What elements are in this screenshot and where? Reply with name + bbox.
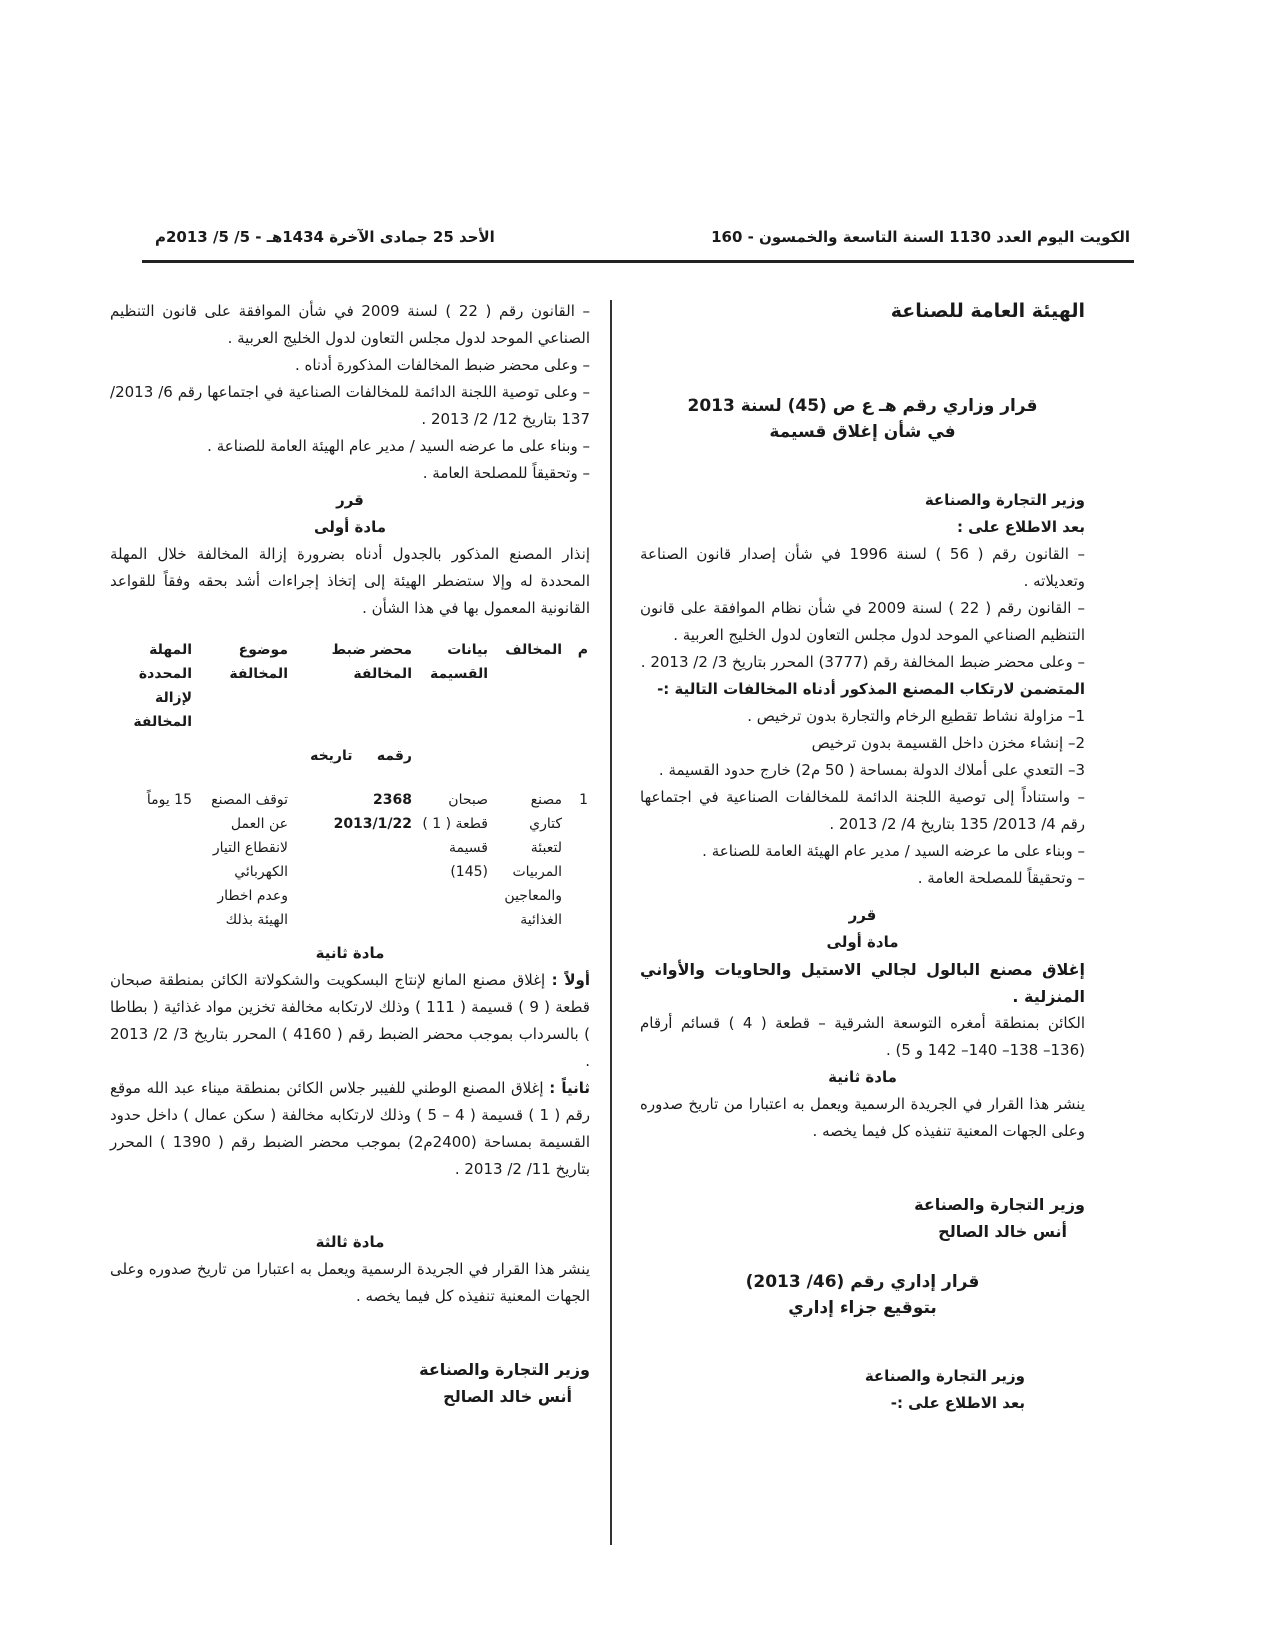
- decided-heading: قرر: [848, 906, 877, 924]
- article1-text: إغلاق مصنع البالول لجالي الاستيل والحاويات والأواني المنزلية .: [640, 960, 1085, 1006]
- article1-detail: الكائن بمنطقة أمغره التوسعة الشرقية – قطعة ( 4 ) قسائم أرقام (136– 138– 140– 142 و 5) .: [640, 1014, 1086, 1059]
- table-row: [120, 770, 590, 934]
- column-header: م: [577, 642, 588, 658]
- second-label: ثانياً :: [549, 1079, 590, 1097]
- clause: – وعلى محضر ضبط المخالفة رقم (3777) المحرر بتاريخ 3/ 2/ 2013 .: [640, 653, 1085, 671]
- header-date: الأحد 25 جمادى الآخرة 1434هـ - 5/ 5/ 2013م: [155, 228, 495, 246]
- subheader-number: رقمه: [376, 748, 412, 764]
- clause: – واستناداً إلى توصية اللجنة الدائمة للمخالفات الصناعية في اجتماعها رقم 4/ 2013/ 135 بتاريخ 4/ 2/ 2013 .: [640, 788, 1085, 833]
- decree-subtitle: في شأن إغلاق قسيمة: [769, 422, 956, 442]
- article3-heading: مادة ثالثة: [315, 1233, 385, 1251]
- article2-first: [110, 967, 590, 1075]
- header-issue-info: الكويت اليوم العدد 1130 السنة التاسعة والخمسون - 160: [711, 228, 1130, 246]
- column-header: موضوع المخالفة: [229, 642, 288, 682]
- signature-title: وزير التجارة والصناعة: [914, 1195, 1085, 1214]
- next-decree-title: قرار إداري رقم (46/ 2013): [745, 1272, 980, 1292]
- article1-text: إنذار المصنع المذكور بالجدول أدناه بضرورة إزالة المخالفة خلال المهلة المحددة له وإلا ستضطر الهيئة إلى إتخاذ إجراءات أشد بحقه وفقاً للقواعد القانونية المعمول بها في هذا الشأن .: [110, 545, 590, 617]
- second-text: إغلاق المصنع الوطني للفيبر جلاس الكائن بمنطقة ميناء عبد الله موقع رقم ( 1 ) قسيمة ( 4 – 5 ) وذلك لارتكابه مخالفة ( سكن عمال ) داخل حدود القسيمة بمساحة (2400م2) بموجب محضر الضبط رقم ( 1390 ) المحرر بتاريخ 11/ 2/ 2013 .: [110, 1079, 590, 1178]
- article1-heading: مادة أولى: [826, 933, 899, 951]
- violator-cell: مصنع كتاري لتعبئة المربيات والمعاجين الغذائية: [504, 792, 562, 928]
- next-decree-subtitle: بتوقيع جزاء إداري: [788, 1298, 937, 1318]
- clause: – القانون رقم ( 22 ) لسنة 2009 في شأن الموافقة على قانون التنظيم الصناعي الموحد لدول مجلس التعاون لدول الخليج العربية .: [110, 302, 590, 347]
- signature-name: أنس خالد الصالح: [443, 1387, 572, 1406]
- article3-text: ينشر هذا القرار في الجريدة الرسمية ويعمل به اعتبارا من تاريخ صدوره وعلى الجهات المعنية تنفيذه كل فيما يخصه .: [110, 1260, 590, 1305]
- report-number: 2368: [373, 792, 412, 808]
- violations-intro: المتضمن لارتكاب المصنع المذكور أدناه المخالفات التالية :-: [657, 680, 1085, 698]
- clause: – وتحقيقاً للمصلحة العامة .: [917, 869, 1085, 887]
- signature-name: أنس خالد الصالح: [938, 1222, 1067, 1241]
- article2-heading: مادة ثانية: [828, 1068, 897, 1086]
- next-after-review: بعد الاطلاع على :-: [890, 1394, 1025, 1412]
- clause: – القانون رقم ( 22 ) لسنة 2009 في شأن نظام الموافقة على قانون التنظيم الصناعي الموحد لدول مجلس التعاون لدول الخليج العربية .: [640, 599, 1085, 644]
- first-text: إغلاق مصنع المانع لإنتاج البسكويت والشكولاتة الكائن بمنطقة صبحان قطعة ( 9 ) قسيمة ( 111 ) وذلك لارتكابه مخالفة تخزين مواد غذائية ( بطاطا ) بالسرداب بموجب محضر الضبط رقم ( 4160 ) المحرر بتاريخ 3/ 2/ 2013 .: [110, 971, 590, 1070]
- violation-item: 2– إنشاء مخزن داخل القسيمة بدون ترخيص: [811, 734, 1085, 752]
- column-divider: [610, 300, 612, 1545]
- clause: – وبناء على ما عرضه السيد / مدير عام الهيئة العامة للصناعة .: [207, 437, 590, 455]
- clause: – وبناء على ما عرضه السيد / مدير عام الهيئة العامة للصناعة .: [702, 842, 1085, 860]
- violations-table: [120, 636, 590, 934]
- column-header: بيانات القسيمة: [430, 642, 488, 682]
- org-title: الهيئة العامة للصناعة: [890, 300, 1085, 322]
- after-review: بعد الاطلاع على :: [956, 518, 1085, 536]
- deadline-cell: 15 يوماً: [146, 792, 192, 808]
- report-date: 2013/1/22: [333, 816, 412, 832]
- clause: – وعلى محضر ضبط المخالفات المذكورة أدناه .: [294, 356, 590, 374]
- decided-heading: قرر: [336, 491, 364, 509]
- clause: – وتحقيقاً للمصلحة العامة .: [422, 464, 590, 482]
- column-header: المخالف: [505, 642, 562, 658]
- minister-title: وزير التجارة والصناعة: [924, 491, 1085, 509]
- article2-second: [110, 1075, 590, 1183]
- table-subheader-row: [120, 736, 590, 770]
- clause: – القانون رقم ( 56 ) لسنة 1996 في شأن إصدار قانون الصناعة وتعديلاته .: [640, 545, 1085, 590]
- article1-heading: مادة أولى: [314, 518, 386, 536]
- plot-cell: صبحان قطعة ( 1 ) قسيمة (145): [422, 792, 488, 880]
- clause: – وعلى توصية اللجنة الدائمة للمخالفات الصناعية في اجتماعها رقم 6/ 2013/ 137 بتاريخ 12/ 2/ 2013 .: [110, 383, 590, 428]
- subheader-date: تاريخه: [310, 748, 353, 764]
- decree-title: قرار وزاري رقم هـ ع ص (45) لسنة 2013: [687, 396, 1038, 416]
- signature-title: وزير التجارة والصناعة: [419, 1360, 590, 1379]
- first-label: أولاً :: [551, 971, 590, 989]
- right-column: [640, 298, 1085, 1417]
- subject-cell: توقف المصنع عن العمل لانقطاع التيار الكهربائي وعدم اخطار الهيئة بذلك: [211, 792, 288, 928]
- left-column: [110, 298, 590, 1410]
- row-number: 1: [579, 792, 588, 808]
- table-header-row: [120, 636, 590, 736]
- header-divider: [142, 260, 1134, 263]
- report-cell: [290, 770, 414, 934]
- column-header: المهلة المحددة لإزالة المخالفة: [133, 642, 192, 730]
- next-minister-title: وزير التجارة والصناعة: [864, 1367, 1025, 1385]
- violation-item: 3– التعدي على أملاك الدولة بمساحة ( 50 م2) خارج حدود القسيمة .: [658, 761, 1085, 779]
- article2-heading: مادة ثانية: [315, 944, 385, 962]
- column-header: محضر ضبط المخالفة: [331, 642, 412, 682]
- article2-text: ينشر هذا القرار في الجريدة الرسمية ويعمل به اعتبارا من تاريخ صدوره وعلى الجهات المعنية تنفيذه كل فيما يخصه .: [640, 1095, 1085, 1140]
- violation-item: 1– مزاولة نشاط تقطيع الرخام والتجارة بدون ترخيص .: [747, 707, 1085, 725]
